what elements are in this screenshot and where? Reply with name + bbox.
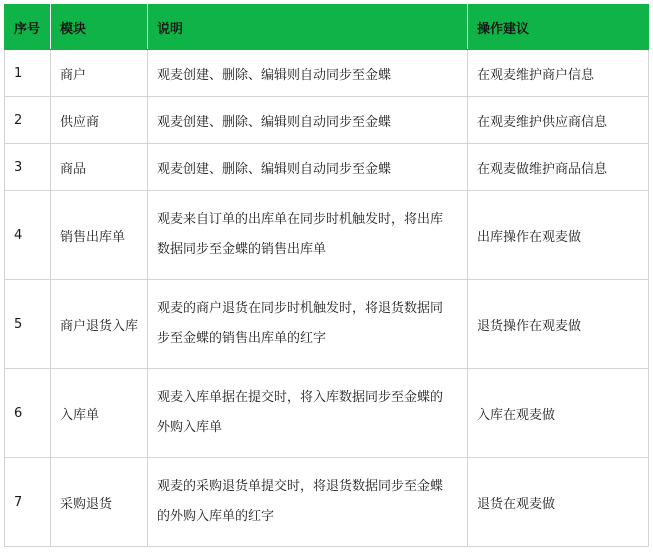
table-row	[5, 144, 649, 191]
table-row	[5, 458, 649, 547]
header-module: 模块	[51, 5, 148, 50]
table-body	[5, 50, 649, 547]
cell-description	[148, 144, 468, 191]
description-line: 外购入库单	[157, 420, 223, 435]
header-index: 序号	[5, 5, 51, 50]
header-description: 说明	[148, 5, 468, 50]
cell-module: 商品	[51, 144, 148, 191]
description-line: 的外购入库单的红字	[157, 509, 275, 524]
cell-suggestion: 在观麦维护商户信息	[468, 50, 649, 97]
table-header	[5, 5, 649, 50]
cell-index: 2	[5, 97, 51, 144]
table-row	[5, 97, 649, 144]
cell-index: 6	[5, 369, 51, 458]
description-line: 观麦入库单据在提交时，将入库数据同步至金蝶的	[157, 390, 444, 405]
cell-module: 供应商	[51, 97, 148, 144]
cell-suggestion: 在观麦做维护商品信息	[468, 144, 649, 191]
cell-index: 1	[5, 50, 51, 97]
cell-description	[148, 280, 468, 369]
cell-module: 商户	[51, 50, 148, 97]
cell-suggestion: 退货操作在观麦做	[468, 280, 649, 369]
table-row	[5, 50, 649, 97]
header-row	[5, 5, 649, 50]
cell-suggestion: 出库操作在观麦做	[468, 191, 649, 280]
table-row	[5, 369, 649, 458]
description-line: 观麦创建、删除、编辑则自动同步至金蝶	[157, 67, 392, 83]
cell-description	[148, 50, 468, 97]
cell-module: 销售出库单	[51, 191, 148, 280]
cell-index: 3	[5, 144, 51, 191]
sync-rules-table	[4, 4, 649, 547]
description-line: 观麦的采购退货单提交时，将退货数据同步至金蝶	[157, 479, 444, 494]
cell-description	[148, 97, 468, 144]
description-line: 观麦创建、删除、编辑则自动同步至金蝶	[157, 114, 392, 130]
cell-description	[148, 191, 468, 280]
description-line: 数据同步至金蝶的销售出库单	[157, 242, 327, 257]
cell-suggestion: 退货在观麦做	[468, 458, 649, 547]
header-suggestion: 操作建议	[468, 5, 649, 50]
description-line: 观麦来自订单的出库单在同步时机触发时，将出库	[157, 212, 444, 227]
cell-index: 5	[5, 280, 51, 369]
cell-suggestion: 入库在观麦做	[468, 369, 649, 458]
cell-module: 商户退货入库	[51, 280, 148, 369]
cell-module: 采购退货	[51, 458, 148, 547]
description-line: 观麦的商户退货在同步时机触发时，将退货数据同	[157, 301, 444, 316]
cell-description	[148, 458, 468, 547]
cell-module: 入库单	[51, 369, 148, 458]
description-line: 步至金蝶的销售出库单的红字	[157, 331, 327, 346]
table-row	[5, 280, 649, 369]
cell-index: 4	[5, 191, 51, 280]
cell-description	[148, 369, 468, 458]
description-line: 观麦创建、删除、编辑则自动同步至金蝶	[157, 161, 392, 177]
table-row	[5, 191, 649, 280]
cell-index: 7	[5, 458, 51, 547]
cell-suggestion: 在观麦维护供应商信息	[468, 97, 649, 144]
